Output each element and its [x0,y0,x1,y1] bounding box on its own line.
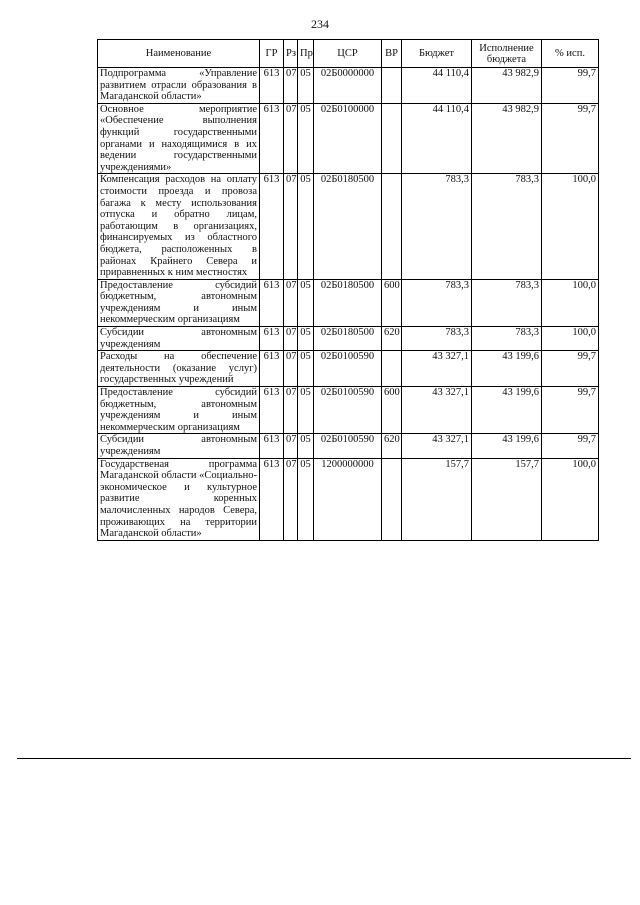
table-row [98,387,599,434]
row-execution: 157,7 [472,458,542,540]
row-percent: 99,7 [542,68,599,104]
row-gr: 613 [260,351,284,387]
header-percent: % исп. [542,40,599,68]
row-csr: 1200000000 [314,458,382,540]
table-header-row [98,40,599,68]
table-row [98,351,599,387]
row-pr: 05 [298,103,314,174]
row-name: Расходы на обеспечение деятельности (оказание услуг) государственных учреждений [98,351,260,387]
row-gr: 613 [260,434,284,458]
row-name: Предоставление субсидий бюджетным, автономным учреждениям и иным некоммерческим организациям [98,279,260,326]
row-percent: 99,7 [542,103,599,174]
row-csr: 02Б0100590 [314,434,382,458]
row-gr: 613 [260,174,284,279]
row-csr: 02Б0180500 [314,327,382,351]
header-execution: Исполнение бюджета [472,40,542,68]
row-pr: 05 [298,174,314,279]
row-rz: 07 [284,458,298,540]
row-execution: 783,3 [472,279,542,326]
row-vr [382,103,402,174]
row-name: Субсидии автономным учреждениям [98,327,260,351]
row-name: Подпрограмма «Управление развитием отрасли образования в Магаданской области» [98,68,260,104]
row-percent: 100,0 [542,458,599,540]
row-name: Субсидии автономным учреждениям [98,434,260,458]
row-rz: 07 [284,174,298,279]
row-csr: 02Б0000000 [314,68,382,104]
row-percent: 100,0 [542,279,599,326]
row-csr: 02Б0180500 [314,279,382,326]
row-budget: 43 327,1 [402,434,472,458]
row-vr [382,351,402,387]
row-percent: 100,0 [542,327,599,351]
row-csr: 02Б0180500 [314,174,382,279]
row-gr: 613 [260,387,284,434]
row-pr: 05 [298,458,314,540]
row-budget: 783,3 [402,327,472,351]
row-percent: 99,7 [542,387,599,434]
table-row [98,327,599,351]
row-pr: 05 [298,68,314,104]
budget-table [97,39,599,541]
row-rz: 07 [284,387,298,434]
row-execution: 43 199,6 [472,351,542,387]
table-row [98,279,599,326]
row-vr [382,68,402,104]
row-vr: 600 [382,279,402,326]
row-vr: 600 [382,387,402,434]
table-row [98,458,599,540]
row-percent: 100,0 [542,174,599,279]
row-rz: 07 [284,279,298,326]
row-gr: 613 [260,103,284,174]
row-pr: 05 [298,279,314,326]
row-rz: 07 [284,434,298,458]
row-vr: 620 [382,327,402,351]
table-row [98,103,599,174]
row-execution: 43 199,6 [472,434,542,458]
row-budget: 783,3 [402,174,472,279]
row-name: Компенсация расходов на оплату стоимости проезда и провоза багажа к месту использования отпуска и обратно лицам, работающим в организациях, финансируемых из областного бюджета, расположенных в районах Крайнего Севера и приравненных к ним местностях [98,174,260,279]
row-csr: 02Б0100590 [314,387,382,434]
row-name: Предоставление субсидий бюджетным, автономным учреждениям и иным некоммерческим организациям [98,387,260,434]
row-gr: 613 [260,458,284,540]
row-gr: 613 [260,279,284,326]
table-row [98,174,599,279]
row-percent: 99,7 [542,351,599,387]
header-budget: Бюджет [402,40,472,68]
table-row [98,68,599,104]
row-name: Основное мероприятие «Обеспечение выполнения функций государственными органами и находящимися в их ведении государственными учреждениями» [98,103,260,174]
row-pr: 05 [298,387,314,434]
bottom-divider [17,758,631,759]
row-execution: 43 982,9 [472,68,542,104]
row-budget: 43 327,1 [402,387,472,434]
row-execution: 783,3 [472,174,542,279]
header-vr: ВР [382,40,402,68]
header-csr: ЦСР [314,40,382,68]
row-name: Государственая программа Магаданской области «Социально-экономическое и культурное развитие коренных малочисленных народов Севера, проживающих на территории Магаданской области» [98,458,260,540]
row-budget: 157,7 [402,458,472,540]
table-row [98,434,599,458]
row-pr: 05 [298,327,314,351]
row-rz: 07 [284,68,298,104]
row-execution: 43 982,9 [472,103,542,174]
header-gr: ГР [260,40,284,68]
row-gr: 613 [260,327,284,351]
row-rz: 07 [284,351,298,387]
row-budget: 783,3 [402,279,472,326]
row-rz: 07 [284,327,298,351]
row-budget: 44 110,4 [402,68,472,104]
header-name: Наименование [98,40,260,68]
row-vr [382,174,402,279]
row-budget: 44 110,4 [402,103,472,174]
row-csr: 02Б0100590 [314,351,382,387]
row-gr: 613 [260,68,284,104]
row-csr: 02Б0100000 [314,103,382,174]
header-pr: Пр [298,40,314,68]
row-vr: 620 [382,434,402,458]
row-budget: 43 327,1 [402,351,472,387]
header-rz: Рз [284,40,298,68]
row-pr: 05 [298,434,314,458]
row-rz: 07 [284,103,298,174]
row-pr: 05 [298,351,314,387]
row-vr [382,458,402,540]
row-execution: 43 199,6 [472,387,542,434]
row-percent: 99,7 [542,434,599,458]
page-number: 234 [311,17,329,31]
row-execution: 783,3 [472,327,542,351]
